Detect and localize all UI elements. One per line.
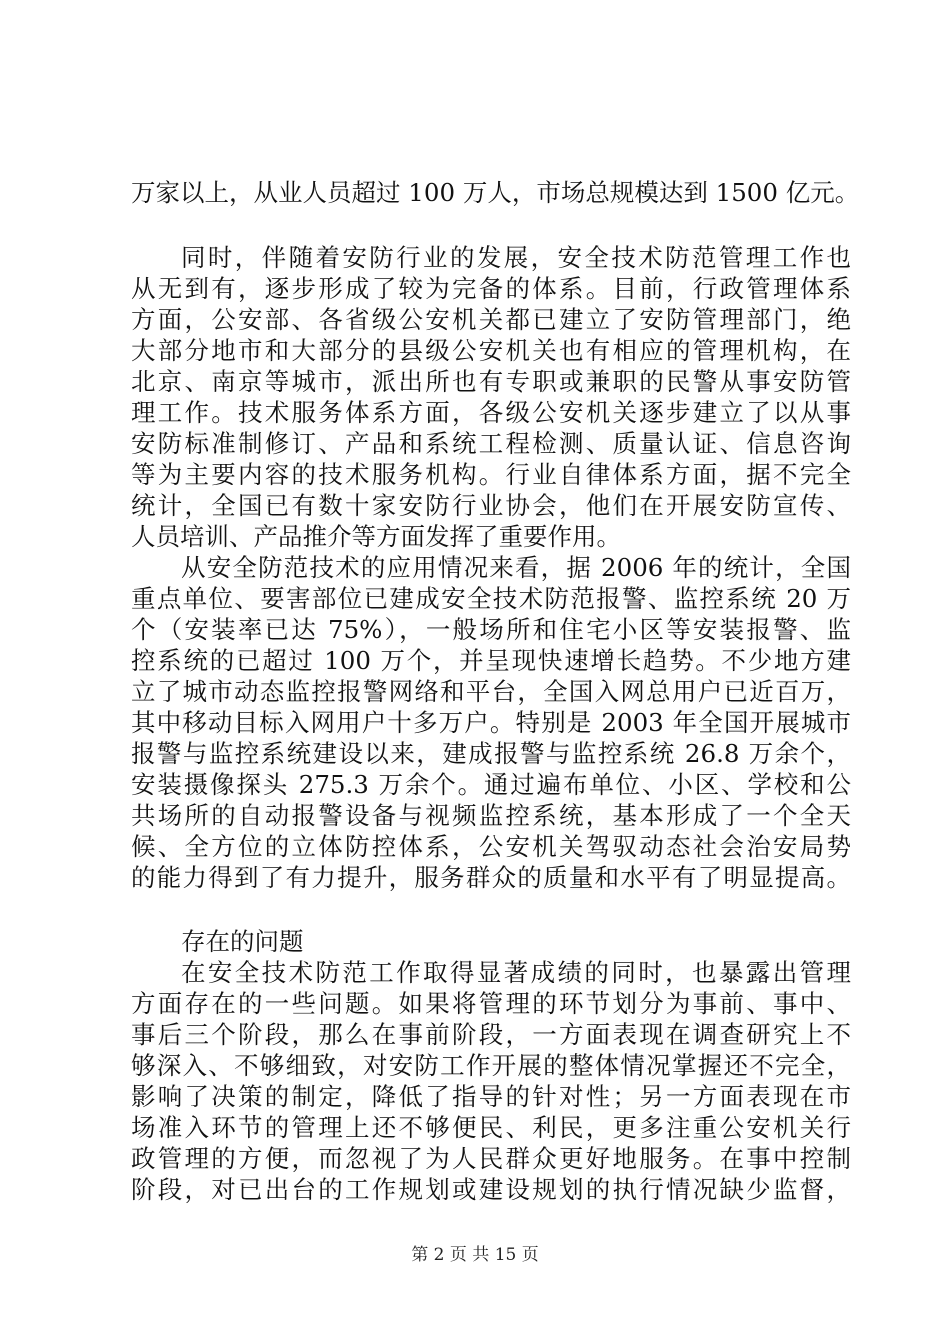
text-line: 立了城市动态监控报警网络和平台，全国入网总用户已近百万， <box>131 677 851 706</box>
text-line: 北京、南京等城市，派出所也有专职或兼职的民警从事安防管 <box>131 367 851 396</box>
section-heading: 存在的问题 <box>181 927 304 956</box>
text-line: 其中移动目标入网用户十多万户。特别是 2003 年全国开展城市 <box>131 708 851 737</box>
text-line: 同时，伴随着安防行业的发展，安全技术防范管理工作也 <box>181 243 851 272</box>
text-line: 控系统的已超过 100 万个，并呈现快速增长趋势。不少地方建 <box>131 646 851 675</box>
text-line: 从无到有，逐步形成了较为完备的体系。目前，行政管理体系 <box>131 274 851 303</box>
text-line: 事后三个阶段，那么在事前阶段，一方面表现在调查研究上不 <box>131 1020 851 1049</box>
text-line: 人员培训、产品推介等方面发挥了重要作用。 <box>131 522 621 551</box>
text-line: 场准入环节的管理上还不够便民、利民，更多注重公安机关行 <box>131 1113 851 1142</box>
text-line: 从安全防范技术的应用情况来看，据 2006 年的统计，全国 <box>181 553 851 582</box>
text-line: 统计，全国已有数十家安防行业协会，他们在开展安防宣传、 <box>131 491 851 520</box>
text-line: 个（安装率已达 75%），一般场所和住宅小区等安装报警、监 <box>131 615 851 644</box>
text-line: 大部分地市和大部分的县级公安机关也有相应的管理机构，在 <box>131 336 851 365</box>
text-line: 理工作。技术服务体系方面，各级公安机关逐步建立了以从事 <box>131 398 851 427</box>
text-line: 共场所的自动报警设备与视频监控系统，基本形成了一个全天 <box>131 801 851 830</box>
text-line: 安装摄像探头 275.3 万余个。通过遍布单位、小区、学校和公 <box>131 770 851 799</box>
text-line: 方面，公安部、各省级公安机关都已建立了安防管理部门，绝 <box>131 305 851 334</box>
text-line: 重点单位、要害部位已建成安全技术防范报警、监控系统 20 万 <box>131 584 851 613</box>
text-line: 够深入、不够细致，对安防工作开展的整体情况掌握还不完全， <box>131 1051 851 1080</box>
text-line: 政管理的方便，而忽视了为人民群众更好地服务。在事中控制 <box>131 1144 851 1173</box>
text-line: 影响了决策的制定，降低了指导的针对性；另一方面表现在市 <box>131 1082 851 1111</box>
text-line: 的能力得到了有力提升，服务群众的质量和水平有了明显提高。 <box>131 863 851 892</box>
text-line: 方面存在的一些问题。如果将管理的环节划分为事前、事中、 <box>131 989 851 1018</box>
text-line: 安防标准制修订、产品和系统工程检测、质量认证、信息咨询 <box>131 429 851 458</box>
text-line: 阶段，对已出台的工作规划或建设规划的执行情况缺少监督， <box>131 1175 851 1204</box>
text-line: 在安全技术防范工作取得显著成绩的同时，也暴露出管理 <box>181 958 851 987</box>
text-line: 报警与监控系统建设以来，建成报警与监控系统 26.8 万余个， <box>131 739 851 768</box>
text-line: 万家以上，从业人员超过 100 万人，市场总规模达到 1500 亿元。 <box>131 178 860 207</box>
text-line: 等为主要内容的技术服务机构。行业自律体系方面，据不完全 <box>131 460 851 489</box>
text-line: 候、全方位的立体防控体系，公安机关驾驭动态社会治安局势 <box>131 832 851 861</box>
page-footer: 第 2 页 共 15 页 <box>411 1245 539 1265</box>
